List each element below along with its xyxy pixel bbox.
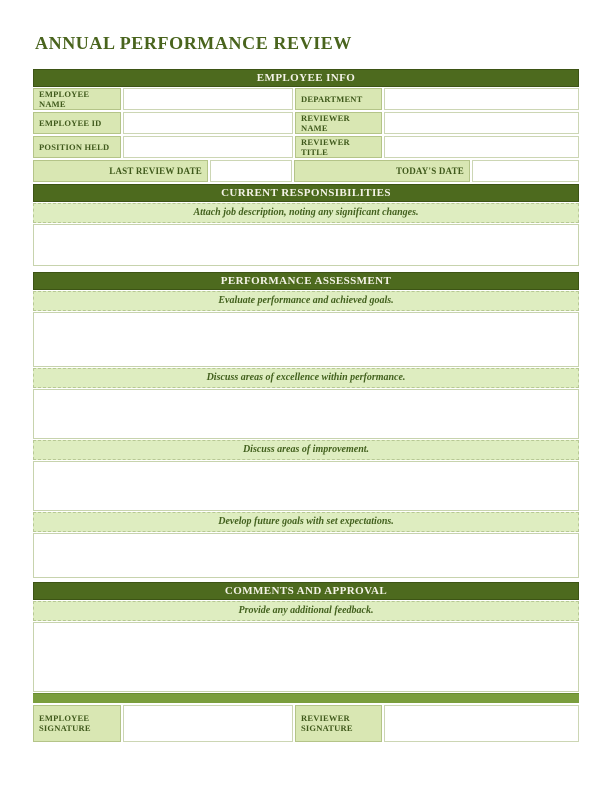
section-header-current-responsibilities: CURRENT RESPONSIBILITIES — [33, 184, 579, 202]
areas-of-excellence-textarea[interactable] — [33, 389, 579, 439]
last-review-date-label: LAST REVIEW DATE — [33, 160, 208, 182]
areas-of-improvement-textarea[interactable] — [33, 461, 579, 511]
last-review-date-input[interactable] — [210, 160, 292, 182]
future-goals-textarea[interactable] — [33, 533, 579, 578]
employee-signature-input[interactable] — [123, 705, 293, 742]
future-goals-instruction: Develop future goals with set expectations. — [33, 512, 579, 532]
reviewer-signature-label: REVIEWER SIGNATURE — [295, 705, 382, 742]
review-dates-row — [33, 160, 579, 182]
signature-row — [33, 705, 579, 742]
section-current-responsibilities — [33, 184, 579, 266]
department-input[interactable] — [384, 88, 579, 110]
position-held-label: POSITION HELD — [33, 136, 121, 158]
section-comments-approval — [33, 582, 579, 742]
employee-id-input[interactable] — [123, 112, 293, 134]
reviewer-title-input[interactable] — [384, 136, 579, 158]
employee-info-grid — [33, 88, 579, 158]
reviewer-name-label: REVIEWER NAME — [295, 112, 382, 134]
employee-id-label: EMPLOYEE ID — [33, 112, 121, 134]
evaluate-performance-instruction: Evaluate performance and achieved goals. — [33, 291, 579, 311]
section-performance-assessment — [33, 272, 579, 578]
current-responsibilities-textarea[interactable] — [33, 224, 579, 266]
areas-of-excellence-instruction: Discuss areas of excellence within performance. — [33, 368, 579, 388]
section-header-employee-info: EMPLOYEE INFO — [33, 69, 579, 87]
todays-date-input[interactable] — [472, 160, 579, 182]
current-responsibilities-instruction: Attach job description, noting any significant changes. — [33, 203, 579, 223]
section-header-performance-assessment: PERFORMANCE ASSESSMENT — [33, 272, 579, 290]
todays-date-label: TODAY'S DATE — [294, 160, 470, 182]
evaluate-performance-textarea[interactable] — [33, 312, 579, 367]
reviewer-name-input[interactable] — [384, 112, 579, 134]
position-held-input[interactable] — [123, 136, 293, 158]
reviewer-title-label: REVIEWER TITLE — [295, 136, 382, 158]
section-header-comments-approval: COMMENTS AND APPROVAL — [33, 582, 579, 600]
additional-feedback-instruction: Provide any additional feedback. — [33, 601, 579, 621]
employee-signature-label: EMPLOYEE SIGNATURE — [33, 705, 121, 742]
additional-feedback-textarea[interactable] — [33, 622, 579, 692]
section-employee-info — [33, 69, 579, 182]
areas-of-improvement-instruction: Discuss areas of improvement. — [33, 440, 579, 460]
page-title: ANNUAL PERFORMANCE REVIEW — [35, 33, 353, 53]
department-label: DEPARTMENT — [295, 88, 382, 110]
employee-name-label: EMPLOYEE NAME — [33, 88, 121, 110]
reviewer-signature-input[interactable] — [384, 705, 579, 742]
separator-bar — [33, 693, 579, 703]
employee-name-input[interactable] — [123, 88, 293, 110]
